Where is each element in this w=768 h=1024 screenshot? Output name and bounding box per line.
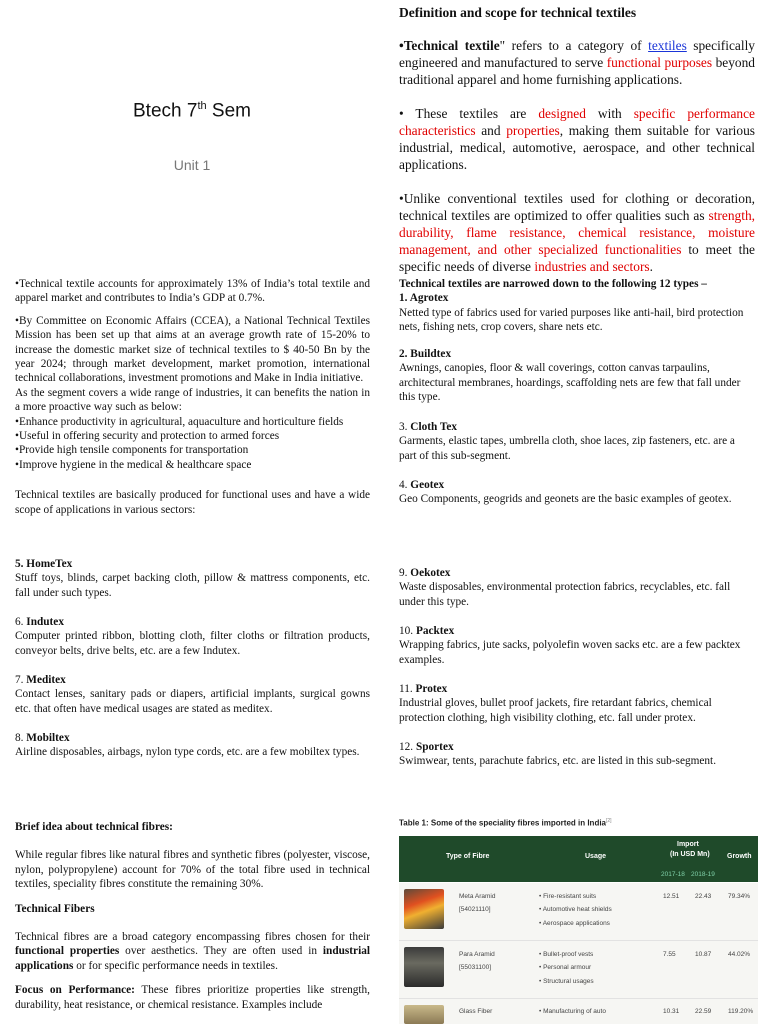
caption-text: Table 1: Some of the speciality fibres imported in India xyxy=(399,818,607,828)
type-title: Packtex xyxy=(415,625,455,637)
table-header xyxy=(399,836,758,882)
type-item xyxy=(15,557,370,600)
fibre-code: [55031100] xyxy=(459,964,492,971)
types-heading: Technical textiles are narrowed down to the following 12 types – xyxy=(399,278,707,290)
table-caption xyxy=(399,818,612,828)
text: or for specific performance needs in textiles. xyxy=(73,959,278,972)
type-number: 6. xyxy=(15,616,27,628)
text: Technical fibres are a broad category encompassing fibres chosen for their xyxy=(15,931,370,944)
type-item xyxy=(399,740,755,769)
type-title: HomeTex xyxy=(26,558,73,570)
type-number: 2. xyxy=(399,348,411,360)
definition-section xyxy=(399,4,755,292)
column-header: Type of Fibre xyxy=(446,853,490,860)
type-description: Netted type of fabrics used for varied purposes like anti-hail, bird protection nets, fishing nets, crop covers, share nets etc. xyxy=(399,306,744,334)
column-header: Usage xyxy=(585,853,607,860)
type-description: Contact lenses, sanitary pads or diapers, artificial implants, surgical gowns etc. that often have medical usages are stated as meditex. xyxy=(15,688,370,715)
type-number: 8. xyxy=(15,732,27,744)
type-name xyxy=(15,558,72,570)
market-paragraph-1: •Technical textile accounts for approximately 13% of India’s total textile and apparel market and contributes to India’s GDP at 0.7%. xyxy=(15,278,370,305)
type-description: Awnings, canopies, floor & wall coverings, cotton canvas tarpaulins, architectural membranes, hoardings, scaffolding nets are few that fall under this type. xyxy=(399,362,741,404)
import-value: 10.87 xyxy=(695,951,712,958)
market-paragraph-4: Technical textiles are basically produced for functional uses and have a wide scope of applications in various sectors: xyxy=(15,489,370,516)
type-description: Computer printed ribbon, blotting cloth, filter cloths or filtration products, conveyor belts, drive belts, etc. are a few Indutex. xyxy=(15,630,370,657)
fibre-name: Glass Fiber xyxy=(459,1008,493,1015)
text: to meet the specific needs of diverse xyxy=(399,242,755,274)
type-number: 3. xyxy=(399,421,411,433)
text: over aesthetics. They are often used in xyxy=(119,945,323,958)
type-title: Mobiltex xyxy=(26,732,70,744)
type-number: 4. xyxy=(399,479,411,491)
benefit-item: •Improve hygiene in the medical & healthcare space xyxy=(15,458,252,471)
fibres-paragraph-3 xyxy=(15,983,370,1012)
market-section xyxy=(15,277,370,517)
term-bold: •Technical textile xyxy=(399,38,500,53)
text: • These textiles are xyxy=(399,106,539,121)
type-title: Cloth Tex xyxy=(410,421,458,433)
definition-paragraph-1 xyxy=(399,37,755,88)
market-paragraph-3: As the segment covers a wide range of industries, it can benefits the nation in a more proactive way such as below: xyxy=(15,386,370,414)
type-item xyxy=(15,731,370,760)
type-item xyxy=(399,478,755,507)
usage-item: • Manufacturing of auto xyxy=(539,1008,606,1015)
type-item xyxy=(15,615,370,658)
usage-item: • Fire-resistant suits xyxy=(539,893,597,900)
type-title: Buildtex xyxy=(410,348,452,360)
fibres-heading: Brief idea about technical fibres: xyxy=(15,821,173,833)
text: " refers to a category of xyxy=(499,38,649,53)
text: beyond traditional apparel and home furnishing applications. xyxy=(399,55,755,87)
fibre-name: Meta Aramid xyxy=(459,893,496,900)
text: •Unlike conventional textiles used for clothing or decoration, technical textiles are optimized to offer qualities such as xyxy=(399,191,755,223)
type-name xyxy=(399,348,451,360)
type-number: 11. xyxy=(399,683,416,695)
growth-value: 79.34% xyxy=(728,893,751,900)
import-value: 7.55 xyxy=(663,951,676,958)
highlight: properties xyxy=(506,123,560,138)
usage-item: • Personal armour xyxy=(539,964,592,971)
fibres-subheading: Technical Fibers xyxy=(15,902,95,915)
bold-term: industrial applications xyxy=(15,945,370,972)
market-paragraph-2: •By Committee on Economic Affairs (CCEA), a National Technical Textiles Mission has been set up that aims at an average growth rate of 15-20% to increase the domestic market size of technical textiles to $ 40-50 Bn by the year 2024; through market development, market promotion, international technical collaborations, investment promotions and Make in India initiative. xyxy=(15,314,370,385)
type-title: Agrotex xyxy=(409,292,449,305)
text: specifically engineered and manufactured to serve xyxy=(399,38,755,70)
type-item xyxy=(399,420,755,463)
highlight: functional purposes xyxy=(606,55,713,70)
fibres-paragraph-2 xyxy=(15,930,370,973)
type-item xyxy=(399,566,755,609)
fibres-paragraph-1: While regular fibres like natural fibres and synthetic fibres (polyester, viscose, nylon, polypropylene) account for 70% of the total fibre used in technical textiles, speciality fibres constitute the remaining 30%. xyxy=(15,849,370,891)
type-description: Waste disposables, environmental protection fabrics, recyclables, etc. fall under this type. xyxy=(399,581,731,608)
growth-value: 119.20% xyxy=(728,1008,754,1015)
soldier-photo xyxy=(404,947,444,987)
caption-ref: [2] xyxy=(606,818,612,824)
type-description: Wrapping fabrics, jute sacks, polyolefin woven sacks etc. are a few packtex examples. xyxy=(399,639,741,666)
definition-paragraph-3 xyxy=(399,190,755,275)
fibre-code: [54021110] xyxy=(459,906,491,913)
column-header: Growth xyxy=(727,853,752,860)
type-title: Protex xyxy=(415,683,448,695)
usage-item: • Automotive heat shields xyxy=(539,906,612,913)
year-label: 2017-18 xyxy=(661,871,685,878)
text: These fibres prioritize properties like strength, durability, heat resistance, or chemical resistance. Examples include xyxy=(15,984,370,1011)
title-superscript: th xyxy=(197,100,207,112)
types-heading-block xyxy=(399,277,755,335)
type-description: Industrial gloves, bullet proof jackets, fire retardant fabrics, chemical protection clothing, high visibility clothing, etc. fall under protex. xyxy=(399,697,712,724)
definition-paragraph-2 xyxy=(399,105,755,173)
fibres-section xyxy=(15,820,370,1022)
import-value: 12.51 xyxy=(663,893,680,900)
import-value: 22.59 xyxy=(695,1008,712,1015)
type-description: Airline disposables, airbags, nylon type cords, etc. are a few mobiltex types. xyxy=(15,746,360,759)
benefit-item: •Provide high tensile components for transportation xyxy=(15,444,249,457)
title-tail: Sem xyxy=(206,100,251,122)
import-value: 22.43 xyxy=(695,893,712,900)
type-item xyxy=(15,673,370,716)
firefighter-photo xyxy=(404,889,444,929)
year-label: 2018-19 xyxy=(691,871,715,878)
definition-heading: Definition and scope for technical textiles xyxy=(399,5,637,20)
text: with xyxy=(585,106,634,121)
fibre-name: Para Aramid xyxy=(459,951,495,958)
type-number: 5. xyxy=(15,558,27,570)
type-title: Sportex xyxy=(415,741,454,753)
type-name xyxy=(399,292,448,304)
textiles-link[interactable]: textiles xyxy=(648,38,687,53)
type-description: Stuff toys, blinds, carpet backing cloth, pillow & mattress components, etc. fall under such types. xyxy=(15,572,370,599)
highlight: industries and sectors xyxy=(534,259,650,274)
usage-item: • Aerospace applications xyxy=(539,920,610,927)
glass-fiber-photo xyxy=(404,1005,444,1024)
usage-item: • Bullet-proof vests xyxy=(539,951,594,958)
highlight: specific performance characteristics xyxy=(399,106,755,138)
highlight: designed xyxy=(538,106,586,121)
table-row xyxy=(399,999,758,1024)
text: . xyxy=(649,259,653,274)
type-number: 12. xyxy=(399,741,416,753)
usage-item: • Structural usages xyxy=(539,978,594,985)
column-header-unit: (In USD Mn) xyxy=(670,851,710,858)
page-title xyxy=(0,100,384,122)
highlight: strength, durability, flame resistance, chemical resistance, moisture management, and other specialized functionalities xyxy=(399,208,755,257)
bold-term: functional properties xyxy=(15,945,120,958)
type-item xyxy=(399,624,755,667)
fibre-import-table xyxy=(399,836,758,1024)
type-description: Garments, elastic tapes, umbrella cloth, shoe laces, zip fasteners, etc. are a part of this sub-segment. xyxy=(399,435,735,462)
import-value: 10.31 xyxy=(663,1008,680,1015)
type-number: 7. xyxy=(15,674,27,686)
type-title: Oekotex xyxy=(410,567,451,579)
type-number: 9. xyxy=(399,567,411,579)
title-text: Btech 7 xyxy=(133,100,198,122)
type-title: Meditex xyxy=(26,674,66,686)
type-description: Geo Components, geogrids and geonets are the basic examples of geotex. xyxy=(399,493,732,506)
benefit-item: •Useful in offering security and protection to armed forces xyxy=(15,430,280,443)
growth-value: 44.02% xyxy=(728,951,751,958)
type-number: 10. xyxy=(399,625,416,637)
benefit-item: •Enhance productivity in agricultural, aquaculture and horticulture fields xyxy=(15,415,344,428)
text: and xyxy=(475,123,507,138)
table-row xyxy=(399,883,758,941)
text: , making them suitable for various industrial, medical, automotive, aerospace, and other technical applications. xyxy=(399,123,755,172)
unit-label: Unit 1 xyxy=(173,157,211,173)
type-title: Indutex xyxy=(26,616,64,628)
type-description: Swimwear, tents, parachute fabrics, etc. are listed in this sub-segment. xyxy=(399,755,717,768)
type-title: Geotex xyxy=(410,479,445,491)
column-header: Import xyxy=(677,841,699,848)
bold-term: Focus on Performance: xyxy=(15,984,135,997)
type-item xyxy=(399,682,755,725)
type-number: 1. xyxy=(399,292,410,305)
type-item xyxy=(399,347,755,405)
table-row xyxy=(399,941,758,999)
